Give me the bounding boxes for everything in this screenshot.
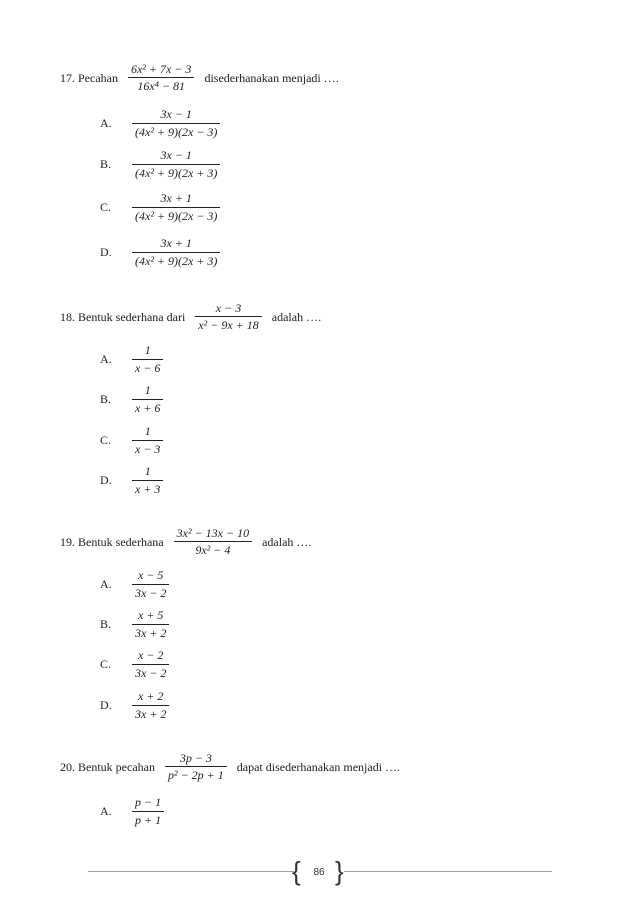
numerator: x − 3 [215, 301, 242, 315]
footer-rule-left [88, 871, 294, 872]
left-brace: { [292, 856, 301, 886]
denominator: 9x² − 4 [195, 543, 231, 557]
option-19d [100, 689, 179, 722]
numerator: 6x² + 7x − 3 [130, 62, 192, 76]
page-number: 86 [313, 866, 325, 878]
option-label: A. [100, 352, 112, 366]
question-suffix: dapat disederhanakan menjadi …. [236, 759, 401, 774]
option-fraction [132, 107, 220, 140]
numerator: 3x − 1 [160, 148, 192, 162]
option-fraction [132, 191, 220, 224]
question-17 [60, 62, 339, 93]
option-label: A. [100, 116, 112, 130]
question-20 [60, 751, 400, 782]
option-fraction [132, 568, 169, 601]
numerator: p − 1 [135, 795, 162, 809]
question-fraction [165, 751, 227, 782]
option-19a [100, 568, 179, 601]
denominator: x² − 9x + 18 [198, 318, 259, 332]
numerator: x + 2 [138, 689, 164, 703]
option-fraction [132, 608, 169, 641]
option-label: C. [100, 657, 112, 671]
option-fraction [132, 648, 169, 681]
numerator: 1 [144, 343, 151, 357]
option-label: D. [100, 245, 112, 259]
option-label: B. [100, 617, 112, 631]
denominator: x + 3 [135, 482, 161, 496]
numerator: x − 5 [138, 568, 164, 582]
denominator: x − 3 [135, 442, 161, 456]
option-label: B. [100, 157, 112, 171]
numerator: 3x + 1 [160, 236, 192, 250]
numerator: x + 5 [138, 608, 164, 622]
denominator: 3x − 2 [135, 586, 167, 600]
denominator: x + 6 [135, 401, 161, 415]
numerator: 3x − 1 [160, 107, 192, 121]
question-prefix: 19. Bentuk sederhana [60, 534, 164, 549]
denominator: 3x − 2 [135, 666, 167, 680]
option-label: A. [100, 577, 112, 591]
question-prefix: 18. Bentuk sederhana dari [60, 309, 186, 324]
numerator: 3x + 1 [160, 191, 192, 205]
numerator: 1 [144, 383, 151, 397]
option-17a [100, 107, 230, 140]
question-19 [60, 526, 311, 557]
option-label: D. [100, 698, 112, 712]
question-suffix: disederhanakan menjadi …. [204, 70, 339, 85]
option-label: A. [100, 804, 112, 818]
option-18b [100, 383, 173, 416]
option-fraction [132, 383, 163, 416]
option-fraction [132, 464, 163, 497]
option-17d [100, 236, 230, 269]
option-label: C. [100, 200, 112, 214]
denominator: (4x² + 9)(2x − 3) [135, 209, 218, 223]
option-fraction [132, 148, 220, 181]
denominator: (4x² + 9)(2x + 3) [135, 166, 218, 180]
question-18 [60, 301, 321, 332]
footer-rule-right [344, 871, 552, 872]
question-prefix: 20. Bentuk pecahan [60, 759, 155, 774]
question-suffix: adalah …. [262, 534, 312, 549]
denominator: (4x² + 9)(2x + 3) [135, 254, 218, 268]
question-suffix: adalah …. [271, 309, 322, 324]
numerator: 3x² − 13x − 10 [176, 526, 250, 540]
numerator: 1 [144, 464, 151, 478]
numerator: 1 [144, 424, 151, 438]
denominator: 3x + 2 [135, 626, 167, 640]
denominator: (4x² + 9)(2x − 3) [135, 125, 218, 139]
option-label: C. [100, 433, 112, 447]
option-fraction [132, 424, 163, 457]
question-prefix: 17. Pecahan [60, 70, 118, 85]
option-18d [100, 464, 173, 497]
option-19b [100, 608, 179, 641]
denominator: 3x + 2 [135, 707, 167, 721]
option-17b [100, 148, 230, 181]
option-fraction [132, 795, 164, 828]
option-18c [100, 424, 173, 457]
numerator: x − 2 [138, 648, 164, 662]
denominator: p + 1 [135, 813, 162, 827]
option-fraction [132, 343, 163, 376]
question-fraction [128, 62, 194, 93]
option-19c [100, 648, 179, 681]
denominator: x − 6 [135, 361, 161, 375]
right-brace: } [335, 856, 344, 886]
option-17c [100, 191, 230, 224]
denominator: 16x⁴ − 81 [137, 79, 186, 93]
option-18a [100, 343, 173, 376]
question-fraction [195, 301, 261, 332]
option-20a [100, 795, 174, 828]
denominator: p² − 2p + 1 [167, 768, 224, 782]
question-fraction [174, 526, 252, 557]
numerator: 3p − 3 [179, 751, 212, 765]
option-fraction [132, 689, 169, 722]
option-fraction [132, 236, 220, 269]
option-label: B. [100, 392, 112, 406]
option-label: D. [100, 473, 112, 487]
